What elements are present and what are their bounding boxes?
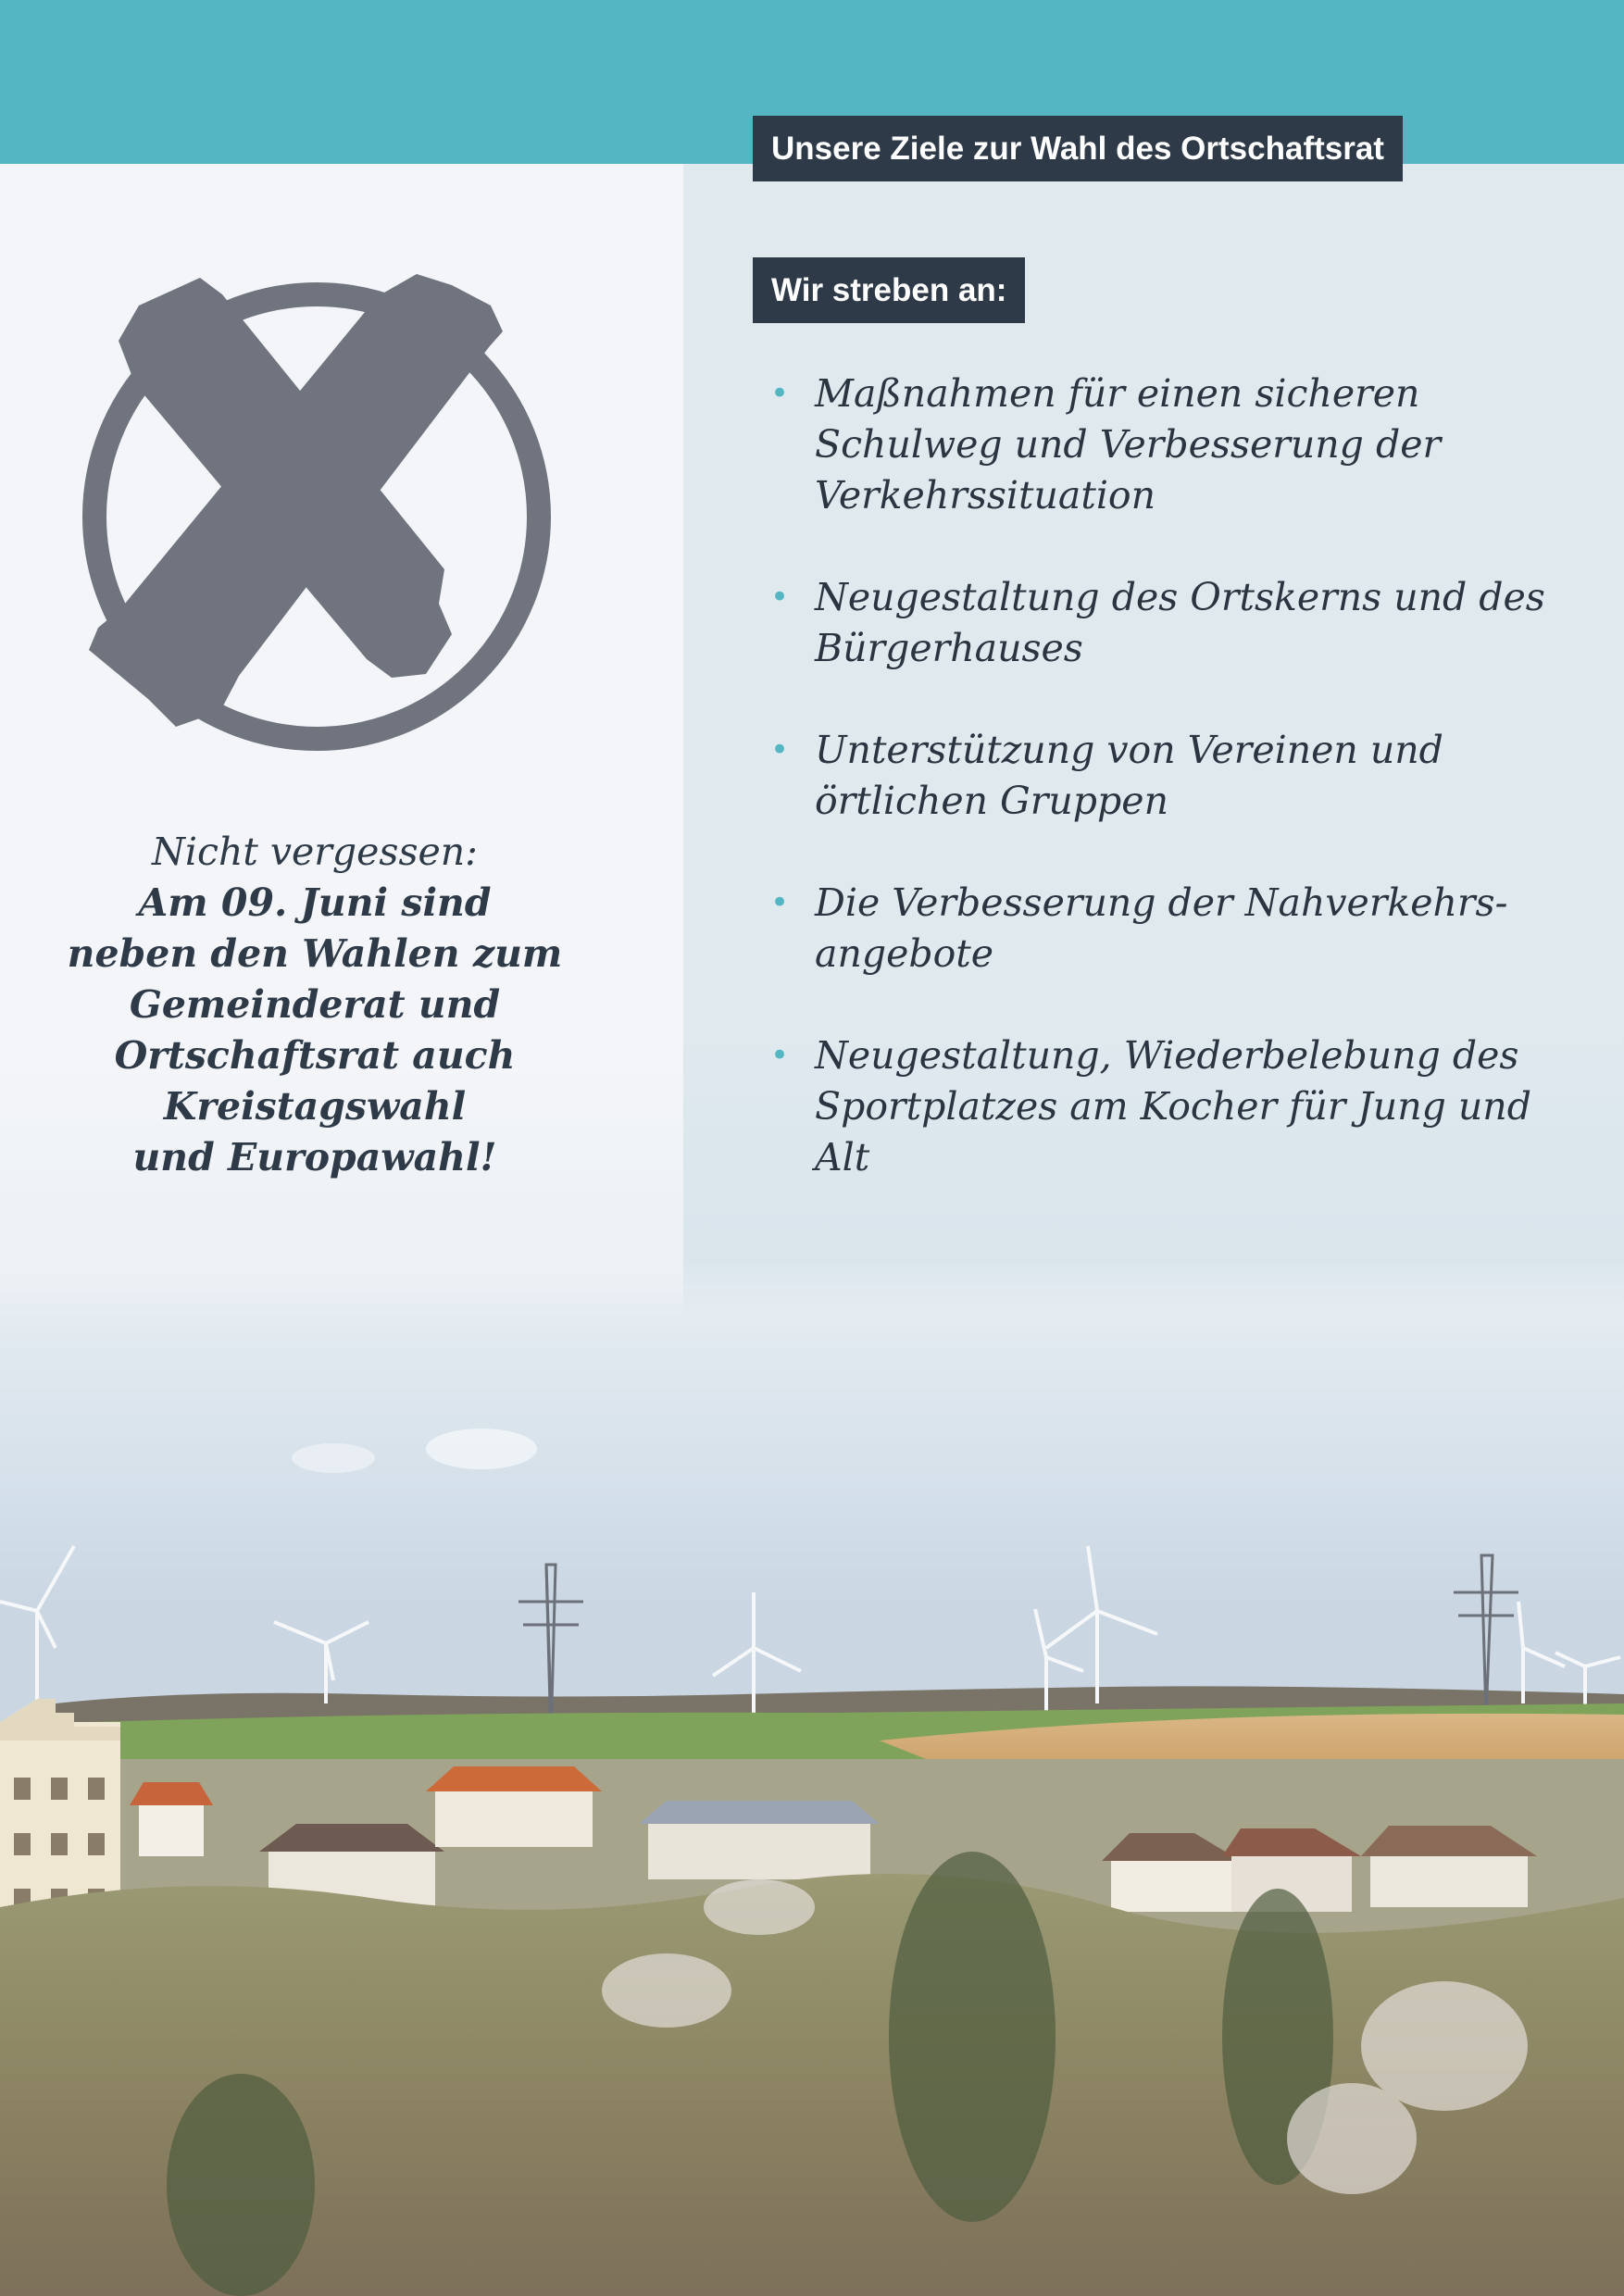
village-landscape-photo (0, 1259, 1624, 2296)
list-item (768, 725, 1583, 827)
list-item (768, 878, 1583, 980)
reminder-intro: Nicht vergessen: (152, 830, 478, 874)
reminder-line: Kreistagswahl (163, 1084, 467, 1129)
goals-list (768, 368, 1583, 1234)
reminder-line: neben den Wahlen zum (67, 931, 563, 976)
bullet-icon: • (770, 579, 790, 616)
list-item (768, 368, 1583, 521)
reminder-line: Ortschaftsrat auch (114, 1033, 516, 1078)
ballot-cross-icon (72, 241, 563, 759)
bullet-icon: • (770, 375, 790, 412)
goals-subtitle: Wir streben an: (753, 257, 1025, 323)
reminder-line: Gemeinderat und (129, 982, 501, 1027)
reminder-line: Am 09. Juni sind (138, 880, 492, 925)
bullet-icon: • (770, 884, 790, 921)
page-title: Unsere Ziele zur Wahl des Ortschaftsrat (753, 116, 1403, 181)
goal-text: Maßnahmen für einen sicheren Schulweg und Verbesserung der Verkehrssituation (815, 371, 1442, 518)
reminder-line: und Europawahl! (132, 1135, 497, 1179)
election-reminder (37, 827, 593, 1183)
goal-text: Die Verbesserung der Nahverkehrs-angebote (815, 880, 1508, 976)
bullet-icon: • (770, 1037, 790, 1074)
goal-text: Unterstützung von Vereinen und örtlichen Gruppen (815, 728, 1443, 823)
list-item (768, 1030, 1583, 1183)
goal-text: Neugestaltung des Ortskerns und des Bürgerhauses (815, 575, 1545, 670)
goal-text: Neugestaltung, Wiederbelebung des Sportplatzes am Kocher für Jung und Alt (815, 1033, 1531, 1179)
list-item (768, 572, 1583, 674)
bullet-icon: • (770, 731, 790, 768)
